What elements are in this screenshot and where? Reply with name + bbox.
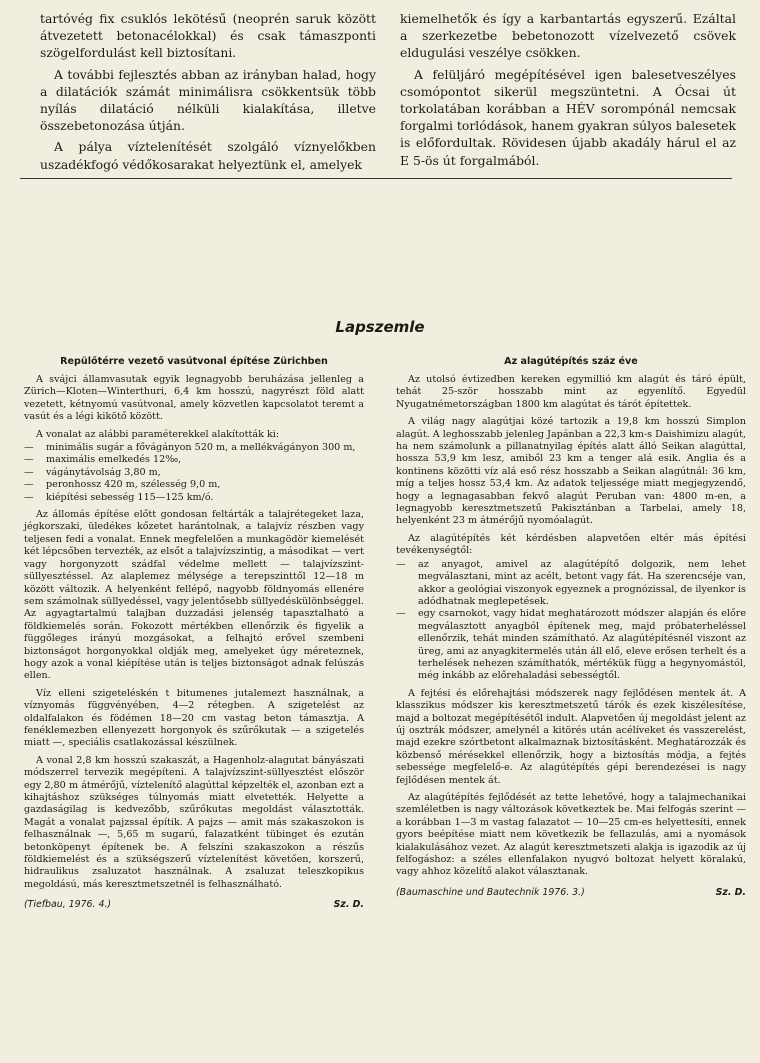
difference-list bbox=[396, 559, 746, 683]
article-title: Repülőtérre vezető vasútvonal építése Zürichben bbox=[60, 356, 328, 367]
article-title: Az alagútépítés száz éve bbox=[504, 356, 638, 367]
paragraph: A világ nagy alagútjai közé tartozik a 19,8 km hosszú Simplon alagút. A leghosszabb jelenleg Japánban a 22,3 km-s Daishimizu alagút, ha nem számolunk a pillanatnyilag építés alatt álló Seikan alagúttal, hossza 53,9 km lesz, amiből 23 km a tenger alá esik. Anglia és a kontinens közötti víz alá eső rész hosszabb a Seikan alagútnál: 36 km, míg a teljes hossz 53,4 km. Az adatok teljessége miatt megjegyzendő, hogy a legnagasabban fekvő alagút Peruban van: 4800 m-en, a legnagyobb keresztmetszetű Pakisztánban a Tarbelai, amely 18, helyenként 23 m átmérőjű nyomóalagút. bbox=[396, 416, 746, 527]
source-citation: (Tiefbau, 1976. 4.) bbox=[24, 899, 112, 911]
paragraph: Víz elleni szigeteléskén t bitumenes jutalemezt használnak, a víznyomás függvényében, 4—2 rétegben. A szigetelést az oldalfalakon és födémen 18—20 cm vastag beton támasztja. A fenéklemezben ellenyezett horgonyok és szűrőkutak — a szigetelés miatt —, speciális csatlakozással készülnek. bbox=[24, 687, 364, 749]
list-item: — kiépítési sebesség 115—125 km/ó. bbox=[24, 491, 214, 503]
top-left-column bbox=[40, 10, 376, 173]
paragraph: A további fejlesztés abban az irányban halad, hogy a dilatációk számát minimálisra csökkentsük több nyílás dilatáció nélküli kialakítása, illetve összebetonozása útján. bbox=[40, 66, 376, 134]
list-item: — egy csarnokot, vagy hidat meghatározott módszer alapján és előre megválasztott anyagból építenek meg, majd próbaterheléssel ellenőrzik, tehát minden számítható. Az alagútépítésnél viszont az üreg, ami az anyagkitermelés után áll elő, eleve erősen terhelt és a terhelések nehezen számíthatók, mértékük függ a hegynyomástól, még inkább az előrehaladási sebességtől. bbox=[396, 608, 746, 682]
list-item: — minimális sugár a fővágányon 520 m, a mellékvágányon 300 m, bbox=[24, 442, 356, 454]
paragraph: kiemelhetők és így a karbantartás egyszerű. Ezáltal a szerkezetbe bebetonozott vízelvezető csövek eldugulási veszélye csökken. bbox=[400, 11, 736, 61]
paragraph: A vonalat az alábbi paraméterekkel alakították ki: bbox=[36, 428, 280, 440]
divider-line bbox=[20, 178, 732, 179]
paragraph: Az alagútépítés fejlődését az tette lehetővé, hogy a talajmechanikai szemléletben is nagy változások következtek be. Mai felfogás szerint — a korábban 1—3 m vastag falazatot — 10—25 cm-es helyettesíti, ennek gyors beépítése miatt nem következik be fellazulás, ami a nyomások kialakulásához vezet. Az alagút keresztmetszeti alakja is igazodik az új felfogáshoz: a széles ellenfalakon nyugvó boltozat helyett köralakú, vagy ahhoz közelítő alakot választanak. bbox=[396, 792, 746, 878]
paragraph: A pálya víztelenítését szolgáló víznyelőkben uszadékfogó védőkosarakat helyeztünk el, amelyek bbox=[40, 139, 376, 172]
paragraph: A felüljáró megépítésével igen balesetveszélyes csomópontot sikerül megszüntetni. A Ócsai út torkolatában korábban a HÉV sorompónál nemcsak forgalmi torlódások, hanem gyakran súlyos balesetek is előfordultak. Rövidesen újabb akadály hárul el az E 5-ös út forgalmából. bbox=[400, 66, 736, 168]
source-line bbox=[396, 887, 746, 898]
paragraph: A svájci államvasutak egyik legnagyobb beruházása jellenleg a Zürich—Kloten—Winterthuri, 6,4 km hosszú, nagyrészt föld alatt vezetett, kétnyomú vasútvonal, amely közvetlen kapcsolatot teremt a vasút és a légi kikötő között. bbox=[24, 374, 364, 423]
source-citation: (Baumaschine und Bautechnik 1976. 3.) bbox=[396, 886, 585, 898]
article-zurich bbox=[24, 356, 364, 910]
list-item: — maximális emelkedés 12‰, bbox=[24, 454, 182, 466]
paragraph: Az utolsó évtizedben kereken egymillió km alagút és táró épült, tehát 25-ször hosszabb mint az egyenlítő. Egyedül Nyugatnémetországban 1800 km alagútat és tárót építettek. bbox=[396, 374, 746, 410]
paragraph: Az állomás építése előtt gondosan feltárták a talajrétegeket laza, jégkorszaki, üledékes kőzetet harántolnak, a talajvíz részben vagy teljesen fedi a vonalat. Ennek megfelelően a munkagödör kiemelését két lépcsőben tervezték, az elsőt a talajvízszintig, a másodikat — vert vagy horgonyzott szádfal védelme mellett — talajvízszint-süllyesztéssel. Az alaplemez mélysége a terepszinttől 12—18 m között változik. A helyenként fellépő, nagyobb földnyomás ellenére sem számolnak süllyedéssel, vagy jelentősebb süllyedéskülönbséggel. Az agyagtartalmú talajban duzzadási jelenség tapasztalható a földkiemelés során. Fokozott mértékben ellenőrzik és figyelik a függőleges irányú mozgásokat, a felhajtó erővel szembeni biztonságot horgonyokkal oldják meg, amelyeket úgy méreteznek, hogy azok a vonal kiépítése után is teljes biztonságot adnak felúszás ellen. bbox=[24, 509, 364, 682]
source-line bbox=[24, 899, 364, 910]
paragraph: tartóvég fix csuklós lekötésű (neoprén saruk között átvezetett betonacélokkal) és csak támaszponti szögelfordulást kell biztosítani. bbox=[40, 11, 376, 61]
paragraph: Az alagútépítés két kérdésben alapvetően eltér más építési tevékenységtől: bbox=[396, 532, 746, 557]
list-item: — peronhossz 420 m, szélesség 9,0 m, bbox=[24, 479, 221, 491]
list-item: — az anyagot, amivel az alagútépítő dolgozik, nem lehet megválasztani, mint az acélt, betont vagy fát. Ha szerencséje van, akkor a geológiai viszonyok egyeznek a prognózissal, de ilyenkor is adódhatnak meglepetések. bbox=[396, 558, 746, 607]
paragraph: A vonal 2,8 km hosszú szakaszát, a Hagenholz-alagutat bányászati módszerrel tervezik megépíteni. A talajvízszint-süllyesztést először egy 2,80 m átmérőjű, víztelenítő alagúttal képzelték el, azonban ezt a kihajtáshoz szükséges túlnyomás miatt elvetették. Helyette a gazdaságilag is kedvezőbb, szűrőkutas megoldást választották. Magát a vonalat pajzssal építik. A pajzs — amit más szakaszokon is felhasználnak —, 5,65 m sugarú, falazatként tübinget és ezután betonköpenyt építenek be. A felszíni szakaszokon a részűs földkiemelést és a szükségszerű víztelenítést követően, korszerű, hidraulikus zsaluzatot használnak. A zsaluzat teleszkopikus megoldású, más keresztmetszetnél is felhasználható. bbox=[24, 754, 364, 890]
article-tunnels bbox=[396, 356, 746, 898]
author-initials: Sz. D. bbox=[715, 886, 746, 898]
paragraph: A fejtési és előrehajtási módszerek nagy fejlődésen mentek át. A klasszikus módszer kis keresztmetszetű tárók és ezek kiszélesítése, majd a boltozat megépítésétől indult. Alapvetően új megoldást jelent az új osztrák módszer, amelynél a kitörés után acélíveket és vasszerelést, majd ezekre szórtbetont alkalmaznak biztosításként. Meghatározzák és közbenső mérésekkel ellenőrzik, hogy a biztosítás módja, a fejtés sebessége megfelelő-e. Az alagútépítés gépi berendezései is nagy fejlődésen mentek át. bbox=[396, 687, 746, 786]
parameter-list bbox=[24, 442, 364, 504]
top-right-column bbox=[400, 10, 736, 169]
section-title: Lapszemle bbox=[335, 318, 425, 336]
list-item: — vágánytávolság 3,80 m, bbox=[24, 466, 161, 478]
author-initials: Sz. D. bbox=[333, 899, 364, 911]
